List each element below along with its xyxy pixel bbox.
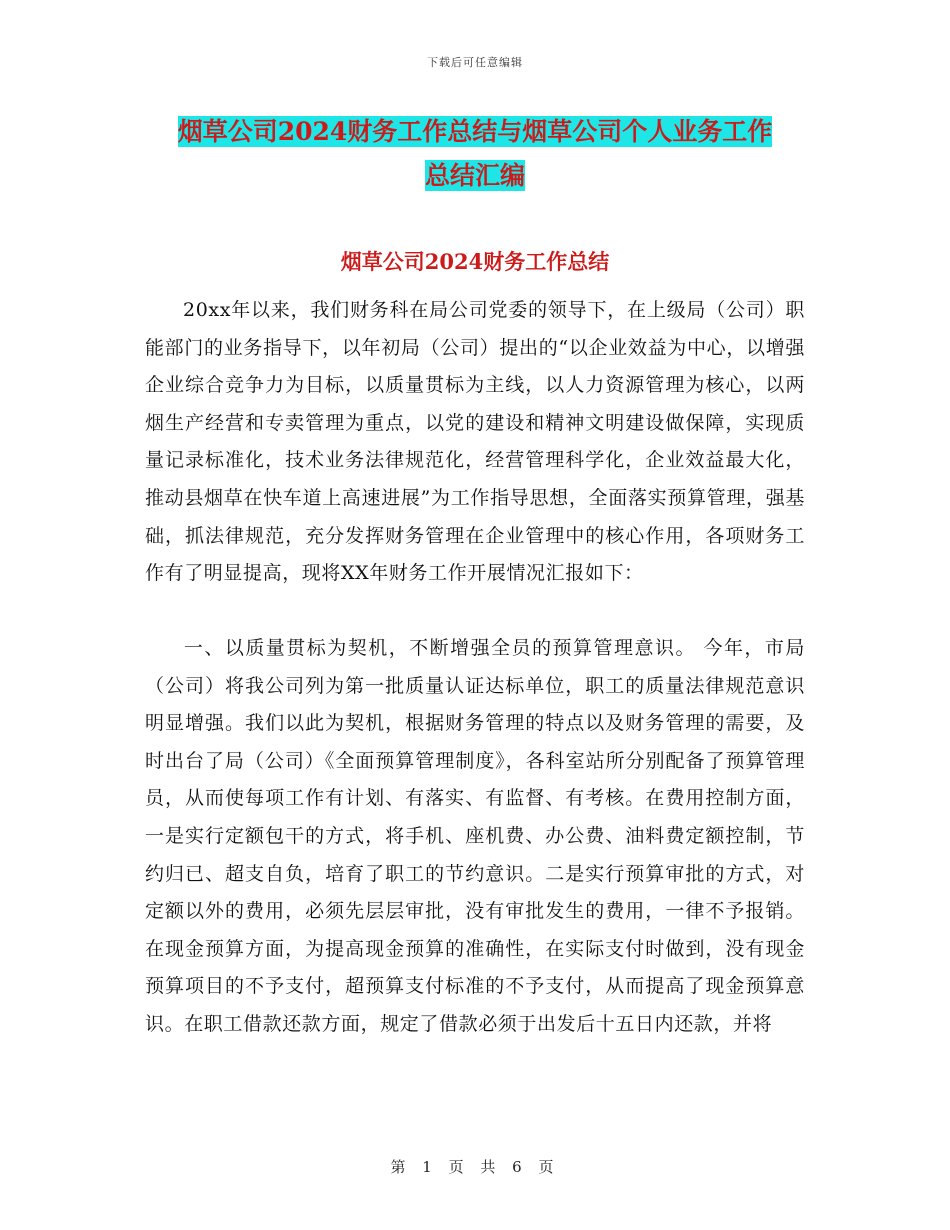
- paragraph-text: 一、以质量贯标为契机，不断增强全员的预算管理意识。 今年，市局（公司）将我公司列为第一批质量认证达标单位，职工的质量法律规范意识明显增强。我们以此为契机，根据财务管理的特点以及财务管理的需要，及时出台了局（公司）《全面预算管理制度》，各科室站所分别配备了预算管理员，从而使每项工作有计划、有落实、有监督、有考核。在费用控制方面，一是实行定额包干的方式，将手机、座机费、办公费、油料费定额控制，节约归已、超支自负，培育了职工的节约意识。二是实行预算审批的方式，对定额以外的费用，必须先层层审批，没有审批发生的费用，一律不予报销。在现金预算方面，为提高现金预算的准确性，在实际支付时做到，没有现金预算项目的不予支付，超预算支付标准的不予支付，从而提高了现金预算意识。在职工借款还款方面，规定了借款必须于出发后十五日内还款，并将: [145, 637, 805, 1035]
- paragraph-text: 20xx年以来，我们财务科在局公司党委的领导下，在上级局（公司）职能部门的业务指导下，以年初局（公司）提出的“以企业效益为中心，以增强企业综合竞争力为目标，以质量贯标为主线，以人力资源管理为核心，以两烟生产经营和专卖管理为重点，以党的建设和精神文明建设做保障，实现质量记录标准化，技术业务法律规范化，经营管理科学化，企业效益最大化，推动县烟草在快车道上高速进展”为工作指导思想，全面落实预算管理，强基础，抓法律规范，充分发挥财务管理在企业管理中的核心作用，各项财务工作有了明显提高，现将XX年财务工作开展情况汇报如下：: [145, 299, 805, 585]
- document-title-line-1: [0, 112, 950, 152]
- header-note: 下载后可任意编辑: [427, 56, 523, 69]
- document-title-text-2: 总结汇编: [424, 161, 525, 190]
- body-paragraph-1: [145, 292, 805, 593]
- page-footer: 第 1 页 共 6 页: [390, 1158, 560, 1176]
- body-paragraph-2: [145, 630, 805, 1044]
- section-title: 烟草公司2024财务工作总结: [340, 249, 610, 274]
- document-title-text-1: 烟草公司2024财务工作总结与烟草公司个人业务工作: [177, 117, 773, 146]
- document-title-line-2: [0, 156, 950, 196]
